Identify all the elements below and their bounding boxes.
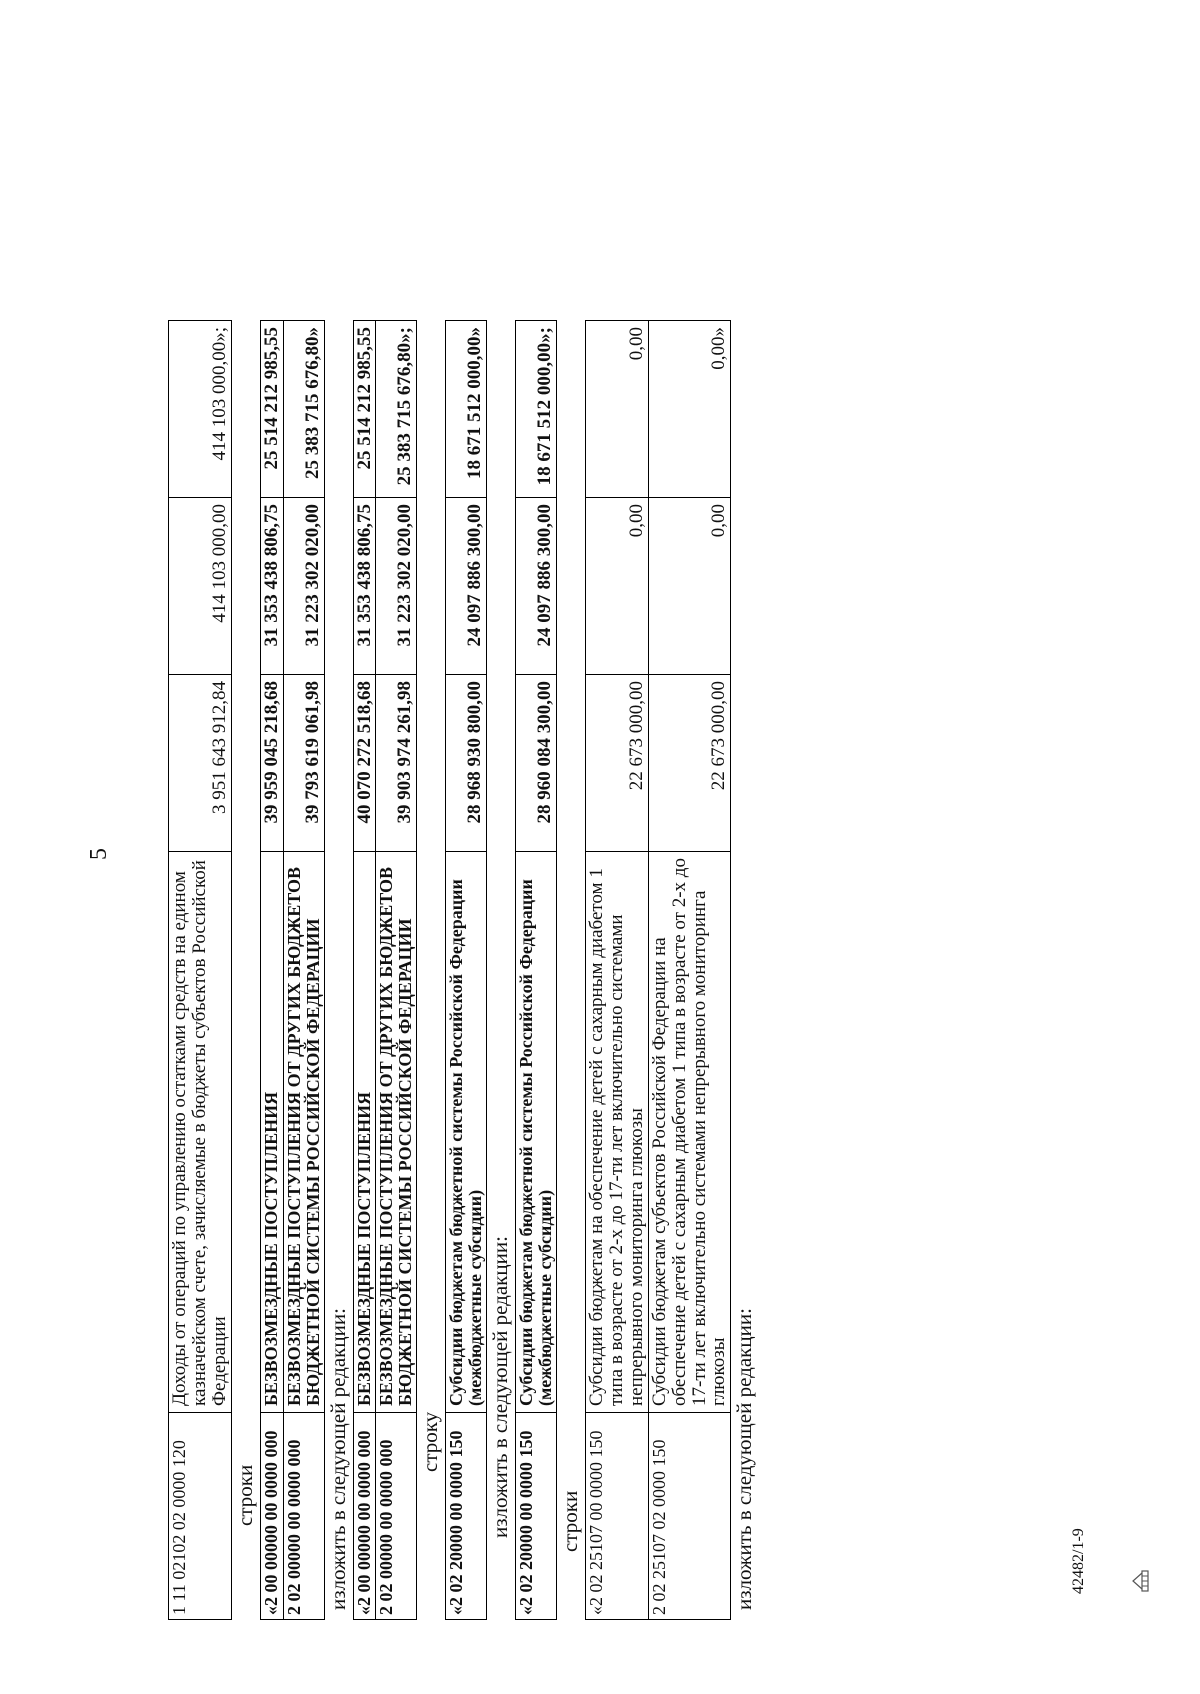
revenue-name-cell: БЕЗВОЗМЕЗДНЫЕ ПОСТУПЛЕНИЯ ОТ ДРУГИХ БЮДЖЕТОВ БЮДЖЕТНОЙ СИСТЕМЫ РОССИЙСКОЙ ФЕДЕРАЦИИ bbox=[283, 852, 324, 1413]
amount-year1-cell: 28 968 930 800,00 bbox=[446, 675, 487, 852]
page-number: 5 bbox=[86, 848, 112, 860]
document-code: 42482/1-9 bbox=[1070, 1528, 1087, 1594]
budget-code-cell: 2 02 00000 00 0000 000 bbox=[376, 1413, 417, 1620]
budget-code-cell: «2 00 00000 00 0000 000 bbox=[260, 1413, 283, 1620]
budget-code-cell: «2 02 20000 00 0000 150 bbox=[446, 1413, 487, 1620]
amount-year3-cell: 18 671 512 000,00» bbox=[446, 321, 487, 498]
amendment-table bbox=[515, 320, 557, 1620]
amendment-table bbox=[585, 320, 732, 1620]
revenue-name-cell: БЕЗВОЗМЕЗДНЫЕ ПОСТУПЛЕНИЯ bbox=[353, 852, 376, 1413]
revenue-name-cell: Субсидии бюджетам бюджетной системы Российской Федерации (межбюджетные субсидии) bbox=[516, 852, 557, 1413]
revenue-name-cell: Субсидии бюджетам на обеспечение детей с сахарным диабетом 1 типа в возрасте от 2-х до 17-ти лет включительно системами непрерывного мониторинга глюкозы bbox=[585, 852, 648, 1413]
amendment-table bbox=[260, 320, 325, 1620]
amount-year3-cell: 25 383 715 676,80» bbox=[283, 321, 324, 498]
amount-year1-cell: 39 959 045 218,68 bbox=[260, 675, 283, 852]
amount-year3-cell: 25 514 212 985,55 bbox=[260, 321, 283, 498]
table-row bbox=[283, 321, 324, 1620]
amendment-table bbox=[168, 320, 232, 1620]
revenue-name-cell: Субсидии бюджетам бюджетной системы Российской Федерации (межбюджетные субсидии) bbox=[446, 852, 487, 1413]
amount-year3-cell: 414 103 000,00»; bbox=[169, 321, 232, 498]
table-row bbox=[585, 321, 648, 1620]
table-row bbox=[446, 321, 487, 1620]
budget-code-cell: 2 02 25107 02 0000 150 bbox=[648, 1413, 731, 1620]
table-row bbox=[648, 321, 731, 1620]
amount-year2-cell: 0,00 bbox=[648, 498, 731, 675]
amount-year1-cell: 22 673 000,00 bbox=[648, 675, 731, 852]
amendment-table bbox=[353, 320, 418, 1620]
instruction-text: изложить в следующей редакции: bbox=[732, 1308, 757, 1610]
table-row bbox=[169, 321, 232, 1620]
amount-year1-cell: 39 903 974 261,98 bbox=[376, 675, 417, 852]
revenue-name-cell: Субсидии бюджетам субъектов Российской Федерации на обеспечение детей с сахарным диабетом 1 типа в возрасте от 2-х до 17-ти лет включительно системами непрерывного мониторинга глюкозы bbox=[648, 852, 731, 1413]
instruction-text: изложить в следующей редакции: bbox=[488, 1236, 513, 1538]
amount-year3-cell: 25 514 212 985,55 bbox=[353, 321, 376, 498]
instruction-text: строки bbox=[557, 1490, 582, 1552]
emblem-icon bbox=[1128, 1570, 1150, 1592]
amount-year1-cell: 28 960 084 300,00 bbox=[516, 675, 557, 852]
amount-year1-cell: 22 673 000,00 bbox=[585, 675, 648, 852]
amount-year3-cell: 0,00» bbox=[648, 321, 731, 498]
amount-year2-cell: 31 353 438 806,75 bbox=[260, 498, 283, 675]
amount-year2-cell: 31 223 302 020,00 bbox=[283, 498, 324, 675]
revenue-name-cell: БЕЗВОЗМЕЗДНЫЕ ПОСТУПЛЕНИЯ bbox=[260, 852, 283, 1413]
budget-code-cell: 1 11 02102 02 0000 120 bbox=[169, 1413, 232, 1620]
amount-year2-cell: 31 353 438 806,75 bbox=[353, 498, 376, 675]
instruction-text: строки bbox=[232, 1464, 257, 1526]
amendments-content bbox=[168, 26, 759, 1620]
budget-code-cell: «2 00 00000 00 0000 000 bbox=[353, 1413, 376, 1620]
amount-year3-cell: 0,00 bbox=[585, 321, 648, 498]
amount-year2-cell: 414 103 000,00 bbox=[169, 498, 232, 675]
amount-year2-cell: 31 223 302 020,00 bbox=[376, 498, 417, 675]
budget-code-cell: «2 02 25107 00 0000 150 bbox=[585, 1413, 648, 1620]
amount-year1-cell: 40 070 272 518,68 bbox=[353, 675, 376, 852]
amount-year1-cell: 39 793 619 061,98 bbox=[283, 675, 324, 852]
amount-year1-cell: 3 951 643 912,84 bbox=[169, 675, 232, 852]
amount-year3-cell: 25 383 715 676,80»; bbox=[376, 321, 417, 498]
table-row bbox=[516, 321, 557, 1620]
revenue-name-cell: Доходы от операций по управлению остатками средств на едином казначейском счете, зачисляемые в бюджеты субъектов Российской Федерации bbox=[169, 852, 232, 1413]
table-row bbox=[353, 321, 376, 1620]
budget-code-cell: 2 02 00000 00 0000 000 bbox=[283, 1413, 324, 1620]
amount-year2-cell: 24 097 886 300,00 bbox=[516, 498, 557, 675]
table-row bbox=[260, 321, 283, 1620]
instruction-text: изложить в следующей редакции: bbox=[325, 1308, 350, 1610]
revenue-name-cell: БЕЗВОЗМЕЗДНЫЕ ПОСТУПЛЕНИЯ ОТ ДРУГИХ БЮДЖЕТОВ БЮДЖЕТНОЙ СИСТЕМЫ РОССИЙСКОЙ ФЕДЕРАЦИИ bbox=[376, 852, 417, 1413]
table-row bbox=[376, 321, 417, 1620]
instruction-text: строку bbox=[418, 1411, 443, 1472]
amount-year3-cell: 18 671 512 000,00»; bbox=[516, 321, 557, 498]
budget-code-cell: «2 02 20000 00 0000 150 bbox=[516, 1413, 557, 1620]
amount-year2-cell: 24 097 886 300,00 bbox=[446, 498, 487, 675]
amendment-table bbox=[445, 320, 487, 1620]
amount-year2-cell: 0,00 bbox=[585, 498, 648, 675]
